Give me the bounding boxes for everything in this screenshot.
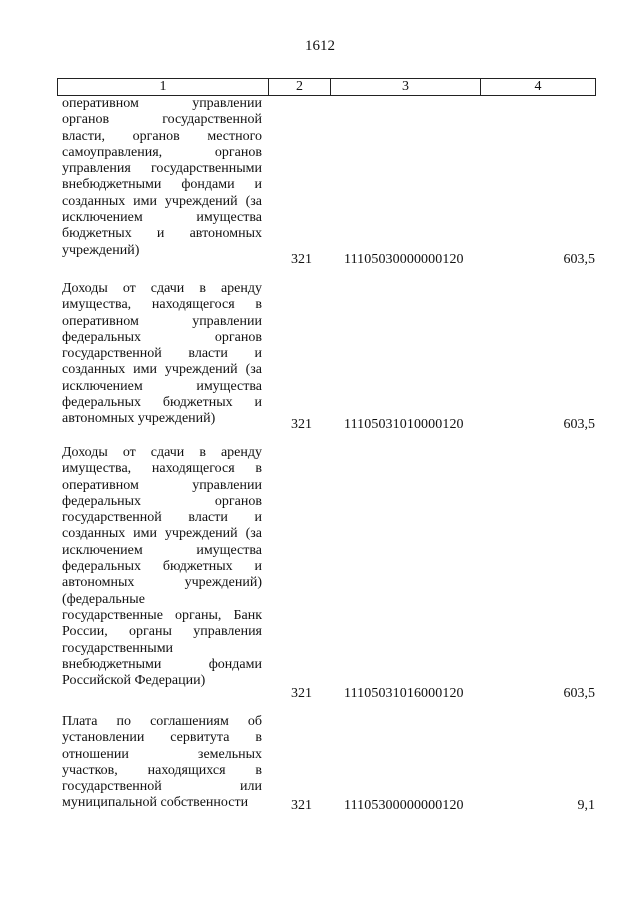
description-line: исключением имущества: [62, 210, 262, 226]
description-line: установлении сервитута в: [62, 730, 262, 746]
description-line: автономных учреждений): [62, 411, 216, 427]
description-line: созданных ими учреждений (за: [62, 362, 262, 378]
row-description: [62, 281, 262, 428]
row-amount: 9,1: [577, 798, 595, 813]
row-description: [62, 96, 262, 259]
description-line: отношении земельных: [62, 746, 262, 762]
row-budget-code: 11105300000000120: [344, 798, 464, 813]
description-line: федеральных бюджетных и: [62, 559, 262, 575]
description-line: оперативном управлении: [62, 313, 262, 329]
row-budget-code: 11105030000000120: [344, 252, 464, 267]
row-budget-code: 11105031010000120: [344, 417, 464, 432]
description-line: государственные органы, Банк: [62, 607, 262, 623]
row-budget-code: 11105031016000120: [344, 686, 464, 701]
row-amount: 603,5: [563, 417, 595, 432]
description-line: Российской Федерации): [62, 673, 206, 689]
row-amount: 603,5: [563, 686, 595, 701]
description-line: оперативном управлении: [62, 96, 262, 111]
description-line: Плата по соглашениям об: [62, 714, 262, 729]
header-col-4: 4: [480, 79, 596, 95]
header-col-3: 3: [330, 79, 480, 95]
description-line: самоуправления, органов: [62, 144, 262, 160]
description-line: муниципальной собственности: [62, 795, 249, 811]
description-line: Доходы от сдачи в аренду: [62, 281, 262, 296]
row-description: [62, 714, 262, 812]
description-line: имущества, находящегося в: [62, 297, 262, 313]
description-line: внебюджетными фондами и: [62, 177, 262, 193]
description-line: государственной власти и: [62, 346, 262, 362]
description-line: (федеральные: [62, 591, 145, 607]
row-amount: 603,5: [563, 252, 595, 267]
description-line: федеральных органов: [62, 329, 262, 345]
description-line: власти, органов местного: [62, 128, 262, 144]
description-line: созданных ими учреждений (за: [62, 526, 262, 542]
description-line: созданных ими учреждений (за: [62, 193, 262, 209]
description-line: государственной или: [62, 779, 262, 795]
description-line: имущества, находящегося в: [62, 461, 262, 477]
row-admin-code: 321: [291, 417, 312, 432]
description-line: оперативном управлении: [62, 477, 262, 493]
description-line: бюджетных и автономных: [62, 226, 262, 242]
description-line: государственной власти и: [62, 510, 262, 526]
row-admin-code: 321: [291, 798, 312, 813]
description-line: органов государственной: [62, 112, 262, 128]
page-number: 1612: [305, 38, 335, 54]
description-line: исключением имущества: [62, 378, 262, 394]
header-col-2: 2: [268, 79, 330, 95]
description-line: участков, находящихся в: [62, 762, 262, 778]
description-line: России, органы управления: [62, 624, 262, 640]
row-admin-code: 321: [291, 686, 312, 701]
description-line: учреждений): [62, 242, 140, 258]
description-line: автономных учреждений): [62, 575, 262, 591]
description-line: исключением имущества: [62, 542, 262, 558]
header-col-1: 1: [57, 79, 268, 95]
description-line: федеральных органов: [62, 493, 262, 509]
description-line: федеральных бюджетных и: [62, 395, 262, 411]
row-admin-code: 321: [291, 252, 312, 267]
description-line: государственными: [62, 640, 174, 656]
row-description: [62, 445, 262, 689]
description-line: управления государственными: [62, 161, 262, 177]
description-line: внебюджетными фондами: [62, 656, 262, 672]
description-line: Доходы от сдачи в аренду: [62, 445, 262, 460]
